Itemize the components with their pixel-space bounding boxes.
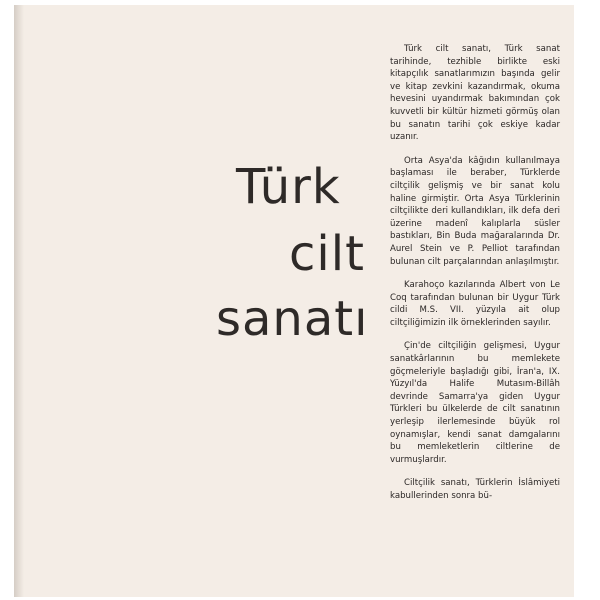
title-word-cilt: cilt — [289, 226, 365, 282]
title-word-sanati: sanatı — [216, 291, 369, 347]
paragraph-4: Çin'de ciltçiliğin gelişmesi, Uygur sanatkârlarının bu memlekete göçmeleriyle başladığı gibi, İran'a, IX. Yüzyıl'da Halife Mutasım-Billâh devrinde Samarra'ya giden Uygur Türkleri bu ülkelerde de cilt sanatının yerleşip ilerlemesinde büyük rol oynamışlar, kendi sanat damgalarını bu memleketlerin ciltlerine de vurmuşlardır. — [390, 341, 560, 465]
paragraph-5: Ciltçilik sanatı, Türklerin İslâmiyeti kabullerinden sonra bü- — [390, 478, 560, 501]
book-page — [14, 5, 574, 597]
text-column — [390, 43, 560, 514]
page-edge-shadow — [14, 5, 24, 597]
paragraph-1: Türk cilt sanatı, Türk sanat tarihinde, tezhible birlikte eski kitapçılık sanatlarımızın başında gelir ve kitap zevkini kazandırmak, okuma hevesini uyandırmak bakımından çok kuvvetli bir kültür hizmeti görmüş olan bu sanatın tarihi çok eskiye kadar uzanır. — [390, 44, 560, 143]
paragraph-3: Karahoço kazılarında Albert von Le Coq tarafından bulunan bir Uygur Türk cildi M.S. VII. yüzyıla ait olup ciltçiliğimizin ilk örneklerinden sayılır. — [390, 280, 560, 328]
title-word-turk: Türk — [236, 159, 341, 215]
paragraph-2: Orta Asya'da kâğıdın kullanılmaya başlaması ile beraber, Türklerde ciltçilik gelişmiş ve bir sanat kolu haline girmiştir. Orta Asya Türklerinin ciltçilikte deri kullandıkları, ilk defa deri üzerine madenî kalıplarla süsler bastıkları, Bin Buda mağaralarında Dr. Aurel Stein ve P. Pelliot tarafından bulunan cilt parçalarından anlaşılmıştır. — [390, 155, 560, 267]
